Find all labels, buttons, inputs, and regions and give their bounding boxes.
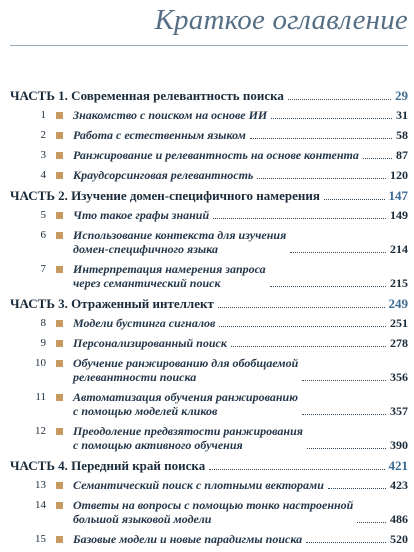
chapter-number: 10 <box>35 357 46 369</box>
leader-dots <box>363 158 392 159</box>
bullet-square-icon <box>56 266 63 273</box>
chapter-page-number: 214 <box>390 242 408 256</box>
chapter-page-number: 520 <box>390 532 408 546</box>
chapter-page-number: 58 <box>396 128 408 142</box>
chapter-title <box>73 228 408 256</box>
chapter-title-line: Персонализированный поиск <box>73 336 227 350</box>
chapter-number: 9 <box>40 337 46 349</box>
leader-dots <box>219 326 386 327</box>
chapter-title <box>73 208 408 222</box>
title-divider <box>10 45 408 46</box>
chapter-title <box>73 390 408 418</box>
chapter-page-number: 423 <box>390 478 408 492</box>
chapter-title-line: Модели бустинга сигналов <box>73 316 216 330</box>
leader-dots <box>306 542 386 543</box>
part-page-number: 249 <box>388 296 408 311</box>
chapter-title-line: Семантический поиск с плотными векторами <box>73 478 324 492</box>
chapter-page-number: 87 <box>396 148 408 162</box>
leader-dots <box>302 380 386 381</box>
chapter-number: 7 <box>40 263 46 275</box>
leader-dots <box>302 414 386 415</box>
part-title: ЧАСТЬ 4. Передний край поиска <box>10 458 206 473</box>
chapter-number: 12 <box>35 425 46 437</box>
bullet-square-icon <box>56 340 63 347</box>
leader-dots <box>290 252 386 253</box>
chapter-title <box>73 336 408 350</box>
leader-dots <box>231 346 386 347</box>
chapter-title <box>73 128 408 142</box>
chapter-page-number: 278 <box>390 336 408 350</box>
part-title: ЧАСТЬ 3. Отраженный интеллект <box>10 296 214 311</box>
chapter-number: 13 <box>35 479 46 491</box>
chapter-number: 14 <box>35 499 46 511</box>
bullet-square-icon <box>56 132 63 139</box>
chapter-title-line: Краудсорсинговая релевантность <box>73 168 254 182</box>
chapter-title <box>73 168 408 182</box>
chapter-number: 4 <box>40 169 46 181</box>
leader-dots <box>250 138 392 139</box>
bullet-square-icon <box>56 394 63 401</box>
bullet-square-icon <box>56 212 63 219</box>
chapter-title-line: Что такое графы знаний <box>73 208 210 222</box>
part-page-number: 29 <box>395 88 408 103</box>
table-of-contents <box>10 88 408 552</box>
chapter-page-number: 356 <box>390 370 408 384</box>
leader-dots <box>324 199 385 200</box>
leader-dots <box>271 118 392 119</box>
chapter-title-line: Использование контекста для изучения <box>73 228 287 242</box>
chapter-entry[interactable] <box>10 424 408 452</box>
chapter-title <box>73 148 408 162</box>
chapter-title-line: Базовые модели и новые парадигмы поиска <box>73 532 303 546</box>
leader-dots <box>257 178 386 179</box>
leader-dots <box>357 522 386 523</box>
chapter-page-number: 251 <box>390 316 408 330</box>
chapter-title-line: с помощью моделей кликов <box>73 404 218 418</box>
chapter-page-number: 149 <box>390 208 408 222</box>
chapter-entry[interactable] <box>10 128 408 142</box>
chapter-title-line: Интерпретация намерения запроса <box>73 262 266 276</box>
chapter-title <box>73 532 408 546</box>
bullet-square-icon <box>56 172 63 179</box>
bullet-square-icon <box>56 502 63 509</box>
bullet-square-icon <box>56 320 63 327</box>
chapter-title <box>73 424 408 452</box>
chapter-title <box>73 478 408 492</box>
page-title: Краткое оглавление <box>154 4 408 36</box>
chapter-title-line: релевантности поиска <box>73 370 197 384</box>
leader-dots <box>213 218 386 219</box>
chapter-number: 11 <box>35 391 46 403</box>
chapter-title-line: Ответы на вопросы с помощью тонко настроенной <box>73 498 354 512</box>
part-page-number: 147 <box>388 188 408 203</box>
bullet-square-icon <box>56 428 63 435</box>
chapter-entry[interactable] <box>10 208 408 222</box>
chapter-number: 15 <box>35 533 46 545</box>
chapter-number: 2 <box>40 129 46 141</box>
chapter-entry[interactable] <box>10 336 408 350</box>
chapter-entry[interactable] <box>10 356 408 384</box>
leader-dots <box>270 286 386 287</box>
chapter-page-number: 120 <box>390 168 408 182</box>
chapter-title-line: с помощью активного обучения <box>73 438 243 452</box>
chapter-entry[interactable] <box>10 316 408 330</box>
chapter-number: 3 <box>40 149 46 161</box>
bullet-square-icon <box>56 482 63 489</box>
leader-dots <box>218 307 385 308</box>
chapter-title-line: Обучение ранжированию для обобщаемой <box>73 356 299 370</box>
chapter-entry[interactable] <box>10 498 408 526</box>
chapter-title <box>73 498 408 526</box>
part-heading[interactable] <box>10 88 408 103</box>
chapter-title <box>73 316 408 330</box>
leader-dots <box>307 448 386 449</box>
chapter-number: 8 <box>40 317 46 329</box>
chapter-entry[interactable] <box>10 148 408 162</box>
chapter-entry[interactable] <box>10 478 408 492</box>
chapter-entry[interactable] <box>10 390 408 418</box>
chapter-title <box>73 356 408 384</box>
chapter-title-line: Ранжирование и релевантность на основе контента <box>73 148 359 162</box>
chapter-number: 5 <box>40 209 46 221</box>
leader-dots <box>288 99 391 100</box>
chapter-entry[interactable] <box>10 228 408 256</box>
chapter-entry[interactable] <box>10 532 408 546</box>
chapter-entry[interactable] <box>10 262 408 290</box>
chapter-title-line: домен-специфичного языка <box>73 242 219 256</box>
chapter-title-line: Автоматизация обучения ранжированию <box>73 390 298 404</box>
part-title: ЧАСТЬ 1. Современная релевантность поиска <box>10 88 284 103</box>
chapter-title <box>73 262 408 290</box>
leader-dots <box>209 469 384 470</box>
leader-dots <box>328 488 386 489</box>
chapter-page-number: 215 <box>390 276 408 290</box>
chapter-number: 1 <box>40 109 46 121</box>
chapter-title <box>73 108 408 122</box>
chapter-title-line: Знакомство с поиском на основе ИИ <box>73 108 268 122</box>
chapter-page-number: 390 <box>390 438 408 452</box>
chapter-entry[interactable] <box>10 168 408 182</box>
chapter-page-number: 357 <box>390 404 408 418</box>
chapter-title-line: Преодоление предвзятости ранжирования <box>73 424 303 438</box>
chapter-title-line: через семантический поиск <box>73 276 221 290</box>
part-title: ЧАСТЬ 2. Изучение домен-специфичного намерения <box>10 188 320 203</box>
bullet-square-icon <box>56 232 63 239</box>
chapter-title-line: Работа с естественным языком <box>73 128 246 142</box>
chapter-title-line: большой языковой модели <box>73 512 212 526</box>
bullet-square-icon <box>56 360 63 367</box>
part-page-number: 421 <box>388 458 408 473</box>
bullet-square-icon <box>56 536 63 543</box>
chapter-page-number: 31 <box>396 108 408 122</box>
bullet-square-icon <box>56 112 63 119</box>
part-heading[interactable] <box>10 458 408 473</box>
chapter-entry[interactable] <box>10 108 408 122</box>
part-heading[interactable] <box>10 296 408 311</box>
bullet-square-icon <box>56 152 63 159</box>
part-heading[interactable] <box>10 188 408 203</box>
chapter-number: 6 <box>40 229 46 241</box>
chapter-page-number: 486 <box>390 512 408 526</box>
